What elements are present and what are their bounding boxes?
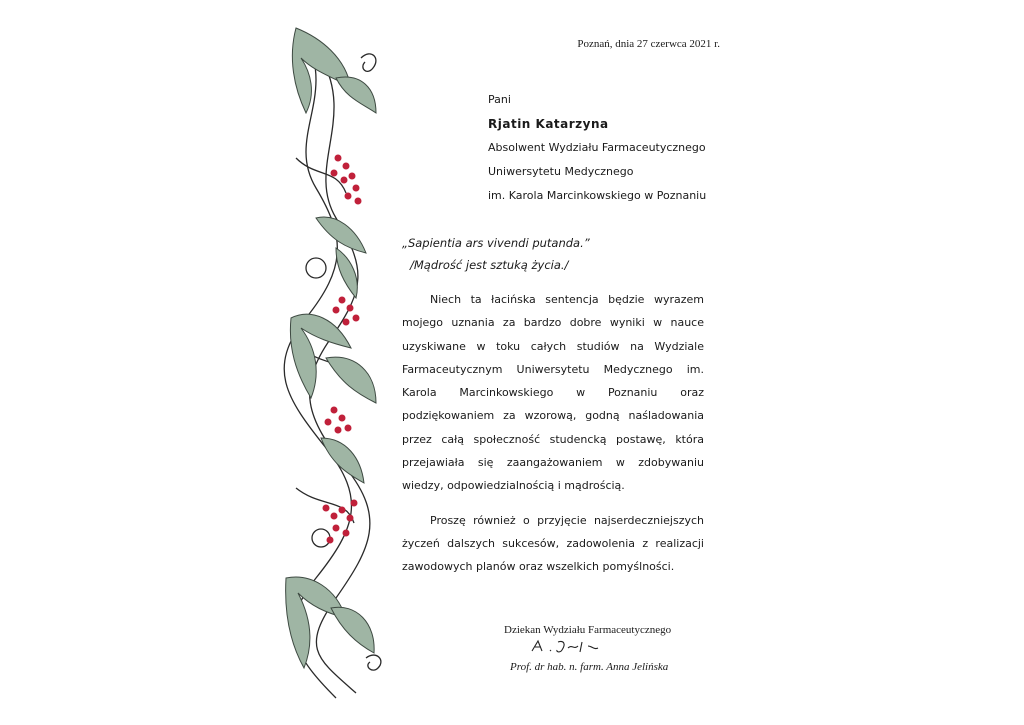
letter-paragraph: Proszę również o przyjęcie najserdeczniejszych życzeń dalszych sukcesów, zadowolenia z realizacji zawodowych planów oraz wszelkich pomyślności. bbox=[402, 513, 704, 574]
floral-vine-border bbox=[276, 18, 406, 708]
recipient-line: im. Karola Marcinkowskiego w Poznaniu bbox=[488, 189, 707, 202]
signature-block bbox=[500, 622, 710, 675]
addressee-block bbox=[488, 88, 728, 208]
motto-latin: „Sapientia ars vivendi putanda.” bbox=[402, 236, 590, 250]
handwritten-signature bbox=[528, 638, 618, 654]
salutation: Pani bbox=[488, 93, 511, 106]
recipient-line: Uniwersytetu Medycznego bbox=[488, 165, 634, 178]
motto-polish: /Mądrość jest sztuką życia./ bbox=[410, 258, 569, 272]
signatory-role: Dziekan Wydziału Farmaceutycznego bbox=[504, 624, 672, 636]
letter-date: Poznań, dnia 27 czerwca 2021 r. bbox=[577, 38, 720, 50]
recipient-name: Rjatin Katarzyna bbox=[488, 117, 609, 131]
letter-body bbox=[402, 288, 704, 590]
recipient-line: Absolwent Wydziału Farmaceutycznego bbox=[488, 141, 706, 154]
signatory-name: Prof. dr hab. n. farm. Anna Jelińska bbox=[510, 661, 669, 673]
motto bbox=[402, 232, 662, 276]
letter-paragraph: Niech ta łacińska sentencja będzie wyrazem mojego uznania za bardzo dobre wyniki w nauce uzyskiwane w toku całych studiów na Wydziale Farmaceutycznym Uniwersytetu Medycznego im. Karola Marcinkowskiego w Poznaniu oraz podziękowaniem za wzorową, godną naśladowania przez całą społeczność studencką postawę, która przejawiała się zaangażowaniem w zdobywaniu wiedzy, odpowiedzialnością i mądrością. bbox=[402, 293, 704, 493]
